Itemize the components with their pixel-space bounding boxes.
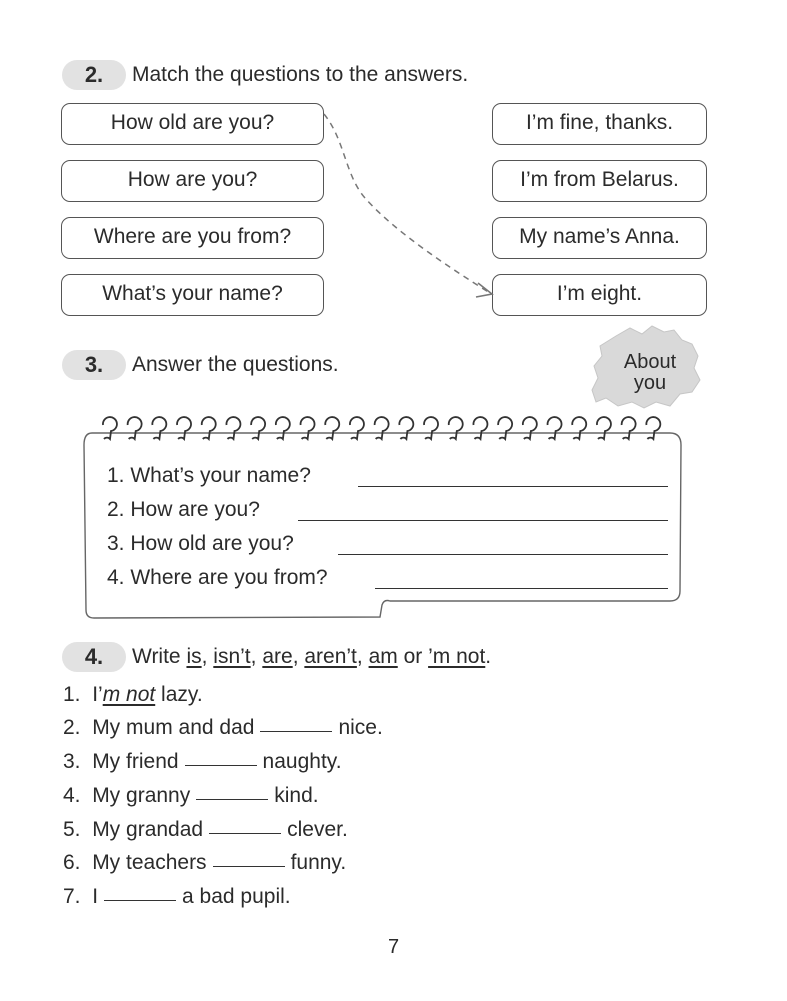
sentence-start: I bbox=[92, 885, 99, 908]
sentence-end: lazy. bbox=[155, 683, 203, 706]
exercise-2-number: 2. bbox=[62, 60, 126, 90]
exercise-4-number: 4. bbox=[62, 642, 126, 672]
answer-line-2[interactable] bbox=[298, 520, 668, 521]
sentence-number: 1. bbox=[63, 683, 81, 706]
about-you-badge: About you bbox=[623, 351, 677, 394]
fill-blank[interactable] bbox=[196, 798, 268, 800]
exercise-2-instruction: Match the questions to the answers. bbox=[132, 63, 469, 86]
answer-box-1[interactable]: I’m fine, thanks. bbox=[492, 103, 707, 145]
question-box-1[interactable]: How old are you? bbox=[61, 103, 324, 145]
or-text: or bbox=[397, 645, 429, 668]
word-m-not: ’m not bbox=[428, 645, 486, 668]
sentence-end: nice. bbox=[338, 716, 383, 739]
sentence-7 bbox=[63, 883, 291, 911]
sentence-start: My mum and dad bbox=[92, 716, 255, 739]
sentence-number: 7. bbox=[63, 885, 81, 908]
question-box-3[interactable]: Where are you from? bbox=[61, 217, 324, 259]
sentence-end: naughty. bbox=[262, 750, 342, 773]
page-number: 7 bbox=[387, 936, 400, 958]
instruction-prefix: Write bbox=[132, 645, 187, 668]
sentence-end: a bad pupil. bbox=[182, 885, 291, 908]
sentence-number: 4. bbox=[63, 784, 81, 807]
word-is: is bbox=[186, 645, 202, 668]
word-isnt: isn’t bbox=[213, 645, 251, 668]
answer-question-1: 1. What’s your name? bbox=[107, 464, 311, 487]
sentence-6 bbox=[63, 849, 346, 877]
sentence-2 bbox=[63, 714, 383, 742]
word-arent: aren’t bbox=[304, 645, 357, 668]
answer-box-2[interactable]: I’m from Belarus. bbox=[492, 160, 707, 202]
sentence-end: funny. bbox=[290, 851, 347, 874]
exercise-4-instruction bbox=[132, 642, 491, 672]
sentence-end: clever. bbox=[287, 818, 348, 841]
exercise-3-instruction: Answer the questions. bbox=[132, 353, 339, 376]
sentence-number: 3. bbox=[63, 750, 81, 773]
sentence-start: I’ bbox=[92, 683, 103, 706]
answer-box-3[interactable]: My name’s Anna. bbox=[492, 217, 707, 259]
sentence-number: 2. bbox=[63, 716, 81, 739]
fill-blank[interactable] bbox=[185, 764, 257, 766]
question-box-2[interactable]: How are you? bbox=[61, 160, 324, 202]
instruction-end: . bbox=[485, 645, 492, 668]
question-box-4[interactable]: What’s your name? bbox=[61, 274, 324, 316]
answer-question-4: 4. Where are you from? bbox=[107, 566, 328, 589]
example-answer: m not bbox=[102, 683, 156, 706]
answer-line-1[interactable] bbox=[358, 486, 668, 487]
answer-question-2: 2. How are you? bbox=[107, 498, 260, 521]
sentence-start: My granny bbox=[92, 784, 191, 807]
separator: , bbox=[292, 645, 305, 668]
sentence-5 bbox=[63, 816, 348, 844]
fill-blank[interactable] bbox=[209, 832, 281, 834]
sentence-number: 5. bbox=[63, 818, 81, 841]
answer-line-3[interactable] bbox=[338, 554, 668, 555]
sentence-number: 6. bbox=[63, 851, 81, 874]
fill-blank[interactable] bbox=[213, 865, 285, 867]
answer-box-4[interactable]: I’m eight. bbox=[492, 274, 707, 316]
exercise-3-number: 3. bbox=[62, 350, 126, 380]
fill-blank[interactable] bbox=[260, 730, 332, 732]
word-am: am bbox=[368, 645, 398, 668]
word-are: are bbox=[262, 645, 293, 668]
sentence-end: kind. bbox=[274, 784, 319, 807]
separator: , bbox=[356, 645, 369, 668]
answer-line-4[interactable] bbox=[375, 588, 668, 589]
fill-blank[interactable] bbox=[104, 899, 176, 901]
sentence-start: My teachers bbox=[92, 851, 207, 874]
match-arrow bbox=[0, 0, 787, 330]
separator: , bbox=[201, 645, 214, 668]
sentence-4 bbox=[63, 782, 319, 810]
sentence-3 bbox=[63, 748, 342, 776]
answer-question-3: 3. How old are you? bbox=[107, 532, 294, 555]
sentence-1 bbox=[63, 681, 203, 709]
sentence-start: My friend bbox=[92, 750, 179, 773]
sentence-start: My grandad bbox=[92, 818, 204, 841]
separator: , bbox=[250, 645, 263, 668]
